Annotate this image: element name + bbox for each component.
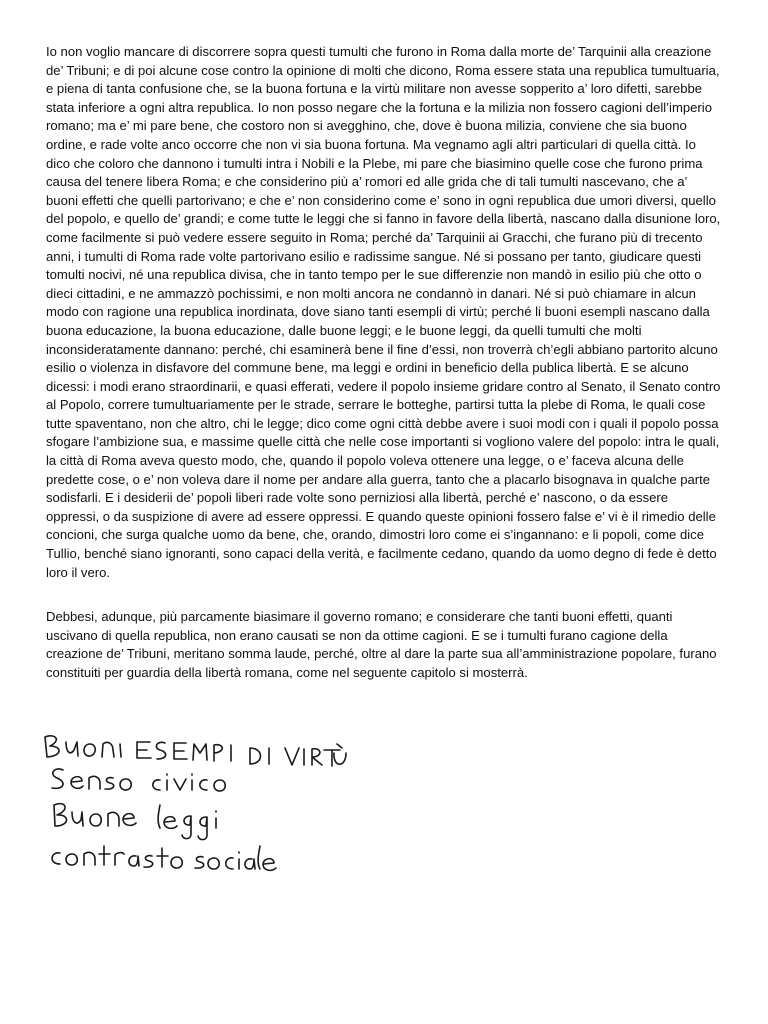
body-paragraph-1: Io non voglio mancare di discorrere sopra questi tumulti che furono in Roma dalla morte de’ Tarquinii alla creazione de’ Tribuni; e di poi alcune cose contro la opinione di molti che dicono, Roma essere stata una republica tumultuaria, e piena di tanta confusione che, se la buona fortuna e la virtù militare non avesse sopperito a’ loro difetti, sarebbe stata inferiore a ogni altra republica. Io non posso negare che la fortuna e la milizia non fossero cagioni dell’imperio romano; ma e’ mi pare bene, che costoro non si avegghino, che, dove è buona milizia, conviene che sia buono ordine, e rade volte anco occorre che non vi sia buona fortuna. Ma vegnamo agli altri particulari di quella città. Io dico che coloro che dannono i tumulti intra i Nobili e la Plebe, mi pare che biasimino quelle cose che furono prima causa del tenere libera Roma; e che considerino più a’ romori ed alle grida che di tali tumulti nascevano, che a’ buoni effetti che quelli partorivano; e che e’ non considerino come e’ sono in ogni republica due umori diversi, quello del popolo, e quello de’ grandi; e come tutte le leggi che si fanno in favore della libertà, nascano dalla disunione loro, come facilmente si può vedere essere seguito in Roma; perché da’ Tarquinii ai Gracchi, che furano più di trecento anni, i tumulti di Roma rade volte partorivano esilio e radissime sangue. Né si possano per tanto, giudicare questi tomulti nocivi, né una republica divisa, che in tanto tempo per le sue differenzie non mandò in esilio più che otto o dieci cittadini, e ne ammazzò pochissimi, e non molti ancora ne condannò in danari. Né si può chiamare in alcun modo con ragione una republica inordinata, dove siano tanti esempli di virtù; perché li buoni esempli nascano dalla buona educazione, la buona educazione, dalle buone leggi; e le buone leggi, da quelli tumulti che molti inconsideratamente dannano: perché, chi esaminerà bene il fine d’essi, non troverrà ch’egli abbiano partorito alcuno esilio o violenza in disfavore del commune bene, ma leggi e ordini in beneficio della publica libertà. E se alcuno dicessi: i modi erano straordinarii, e quasi efferati, vedere il popolo insieme gridare contro al Senato, il Senato contro al Popolo, correre tumultuariamente per le strade, serrare le botteghe, partirsi tutta la plebe di Roma, le quali cose tutte spaventano, non che altro, chi le legge; dico come ogni città debbe avere i suoi modi con i quali il popolo possa sfogare l’ambizione sua, e massime quelle città che nelle cose importanti si vogliono valere del popolo: intra le quali, la città di Roma aveva questo modo, che, quando il popolo voleva ottenere una legge, o e’ faceva alcuna delle predette cose, o e’ non voleva dare il nome per andare alla guerra, tanto che a placarlo bisognava in qualche parte sodisfarli. E i desiderii de’ popoli liberi rade volte sono perniziosi alla libertà, perché e’ nascono, o da essere oppressi, o da suspizione di avere ad essere oppressi. E quando queste opinioni fossero false e’ vi è il rimedio delle concioni, che surga qualche uomo da bene, che, orando, dimostri loro come ei s’ingannano: e li popoli, come dice Tullio, benché siano ignoranti, sono capaci della verità, e facilmente cedano, quando da uomo degno di fede è detto loro il vero. [46,44,721,580]
handwriting-line-4 [52,846,276,870]
handwriting-line-1 [45,736,346,766]
handwriting-line-2 [52,769,225,791]
body-paragraph-2: Debbesi, adunque, più parcamente biasimare il governo romano; e considerare che tanti buoni effetti, quanti uscivano di quella republica, non erano causati se non da ottime cagioni. E se i tumulti furano cagione della creazione de’ Tribuni, meritano somma laude, perché, oltre al dare la parte sua all’amministrazione popolare, furano constituiti per guardia della libertà romana, come nel seguente capitolo si mosterrà. [46,609,717,680]
handwriting-line-3 [54,804,216,840]
